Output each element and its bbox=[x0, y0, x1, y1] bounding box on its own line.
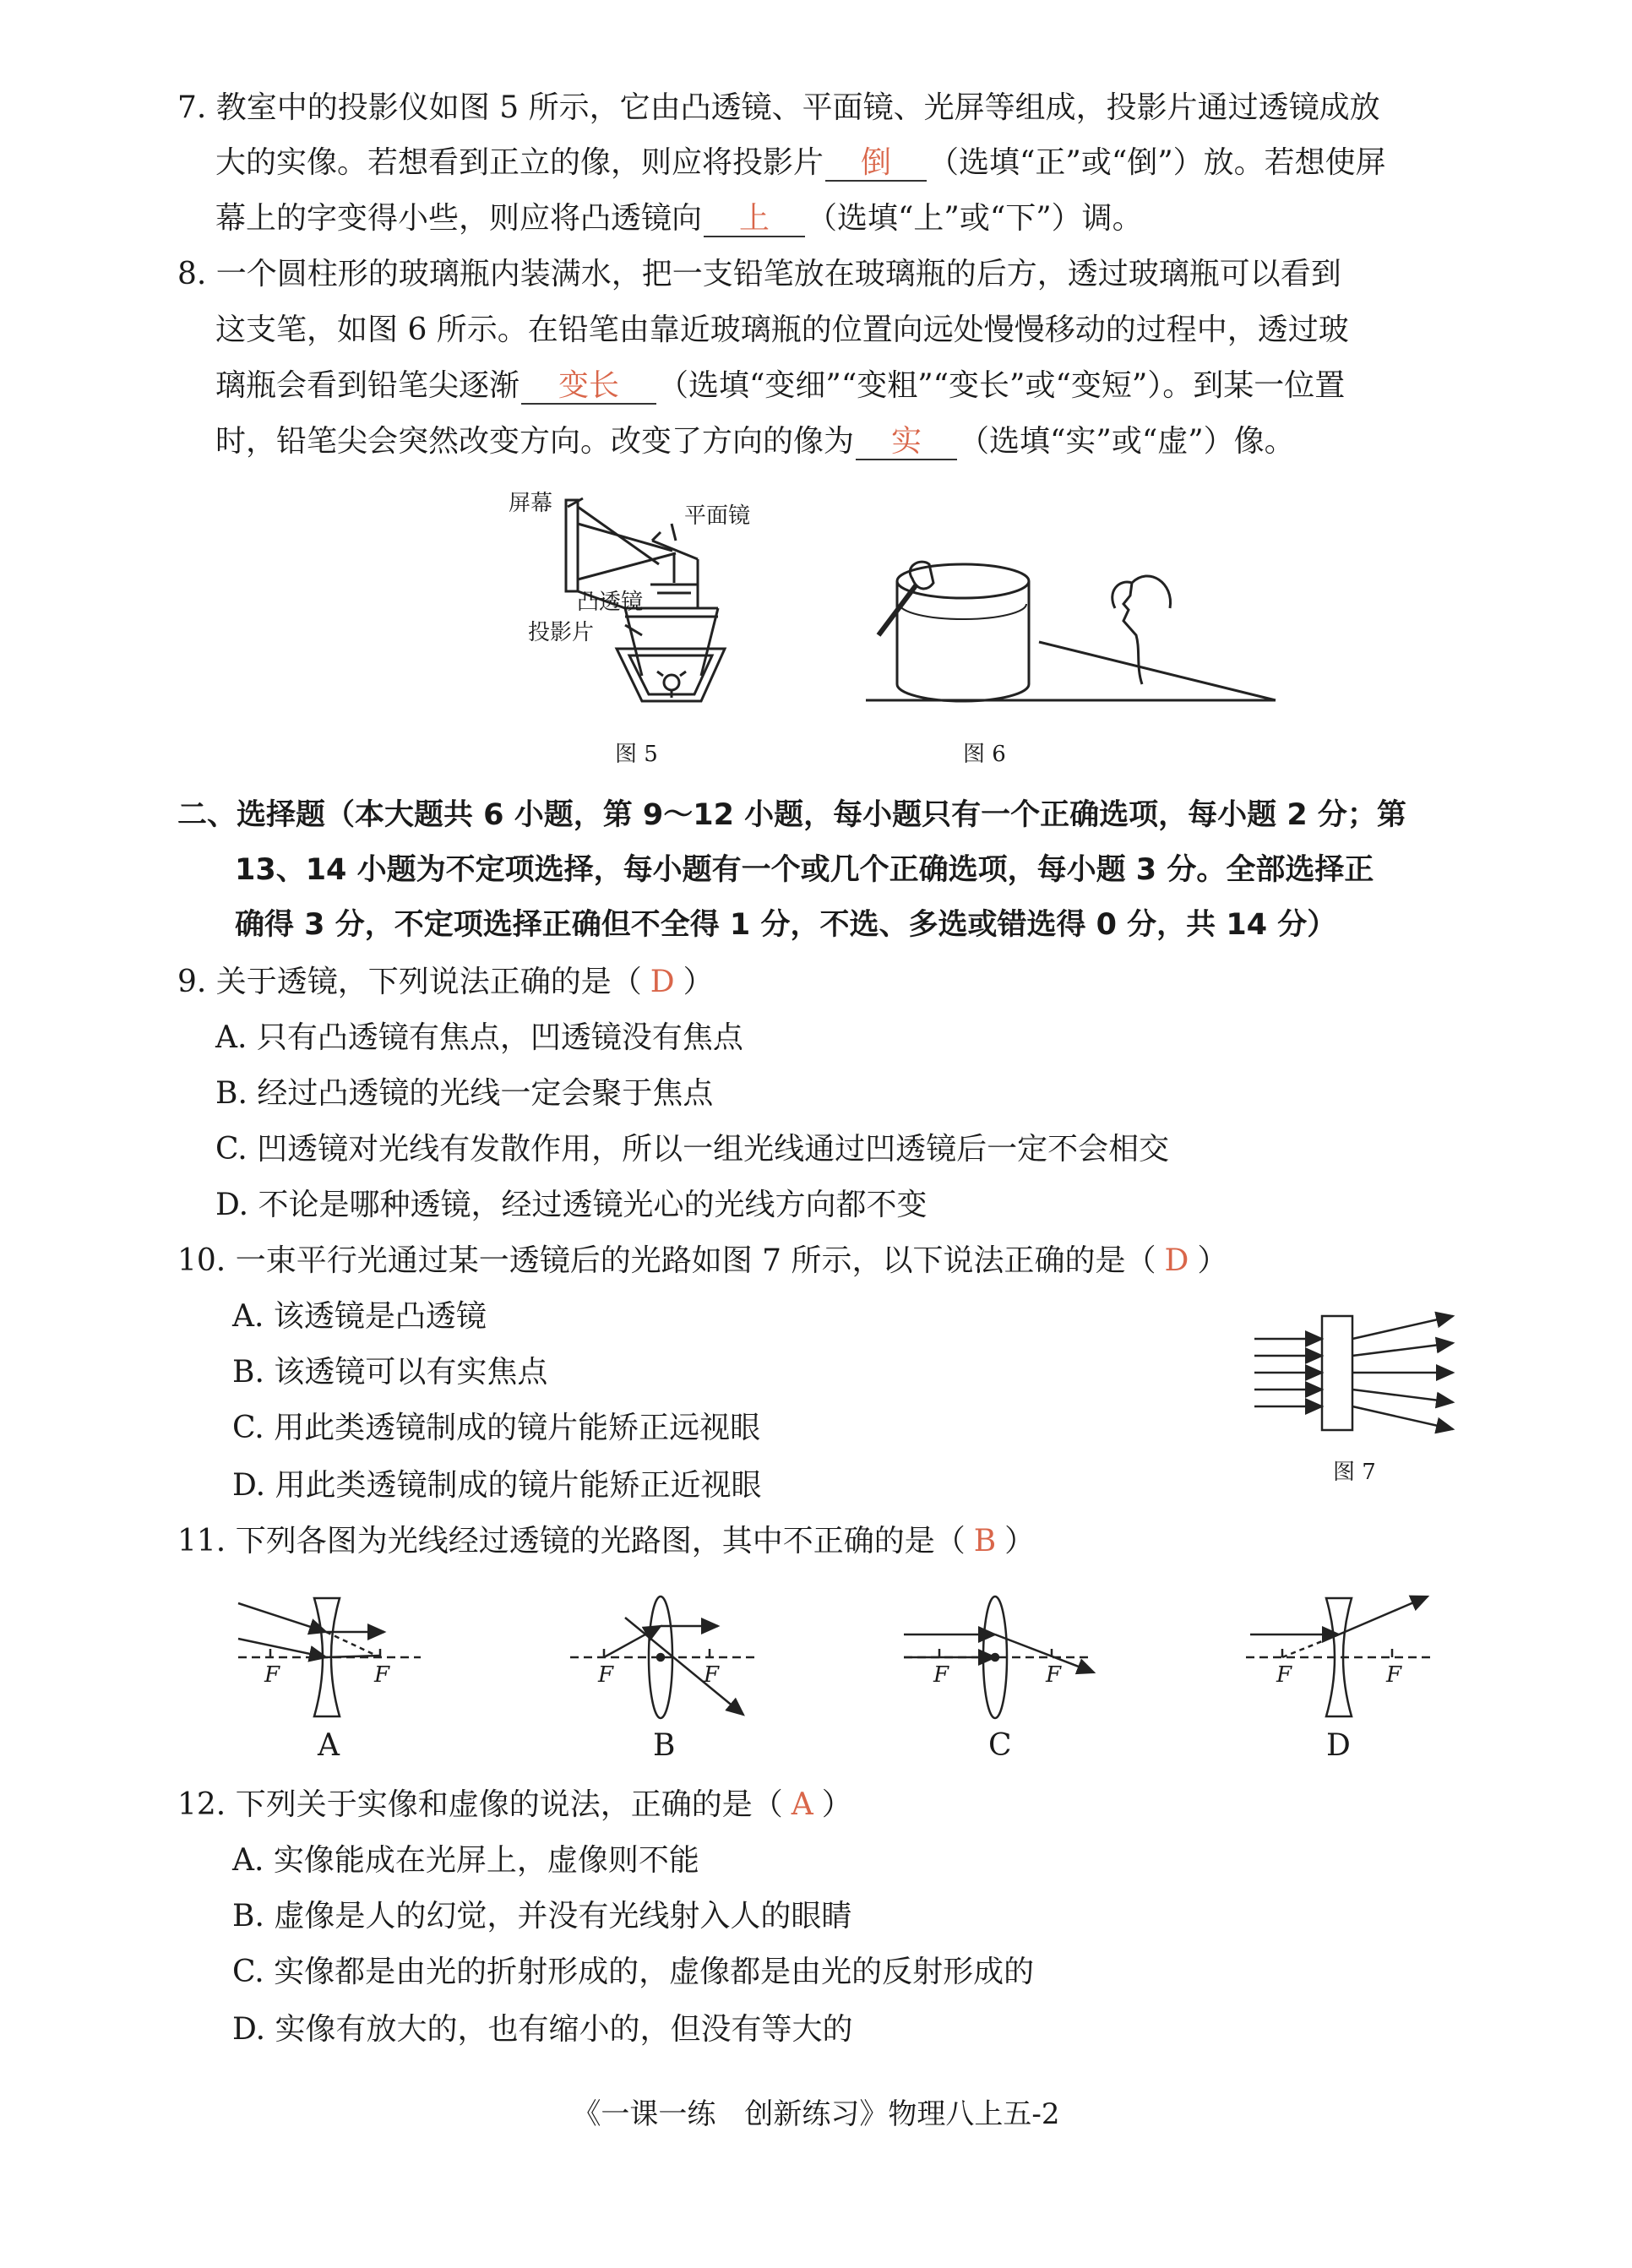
q9-answer: D bbox=[650, 965, 675, 999]
q7-line-1: 7. 教室中的投影仪如图 5 所示，它由凸透镜、平面镜、光屏等组成，投影片通过透镜成放 bbox=[177, 90, 1380, 125]
fig5-label-screen: 屏幕 bbox=[509, 491, 553, 516]
q11-answer: B bbox=[973, 1524, 997, 1558]
q11-focus-b-right: F bbox=[704, 1662, 720, 1688]
q9-close: ） bbox=[683, 965, 714, 999]
q11-focus-a-left: F bbox=[264, 1662, 280, 1688]
q9-option-d: D. 不论是哪种透镜，经过透镜光心的光线方向都不变 bbox=[215, 1188, 928, 1222]
q12-stem-text: 12. 下列关于实像和虚像的说法，正确的是（ bbox=[177, 1787, 783, 1822]
q9-option-c: C. 凹透镜对光线有发散作用，所以一组光线通过凹透镜后一定不会相交 bbox=[215, 1132, 1170, 1167]
q10-option-a: A. 该透镜是凸透镜 bbox=[232, 1299, 487, 1334]
q11-focus-d-left: F bbox=[1276, 1662, 1292, 1688]
q8-text: 璃瓶会看到铅笔尖逐渐 bbox=[215, 368, 520, 403]
q10-option-b: B. 该透镜可以有实焦点 bbox=[232, 1355, 548, 1390]
q7-text: 大的实像。若想看到正立的像，则应将投影片 bbox=[215, 145, 824, 180]
fig5-label-lens: 凸透镜 bbox=[577, 590, 644, 615]
q7-text: （选填“上”或“下”）调。 bbox=[807, 201, 1143, 236]
q8-text: （选填“变细”“变粗”“变长”或“变短”）。到某一位置 bbox=[658, 368, 1346, 403]
q8-text: 时，铅笔尖会突然改变方向。改变了方向的像为 bbox=[215, 424, 855, 459]
section-2-heading-1: 二、选择题（本大题共 6 小题，第 9～12 小题，每小题只有一个正确选项，每小题 2 分；第 bbox=[177, 798, 1406, 832]
q9-option-b: B. 经过凸透镜的光线一定会聚于焦点 bbox=[215, 1076, 714, 1111]
q7-text: （选填“正”或“倒”）放。若想使屏 bbox=[928, 145, 1386, 180]
q12-option-d: D. 实像有放大的，也有缩小的，但没有等大的 bbox=[232, 2012, 853, 2047]
q11-label-d: D bbox=[1326, 1728, 1351, 1763]
q12-close: ） bbox=[821, 1787, 852, 1822]
q11-stem-text: 11. 下列各图为光线经过透镜的光路图，其中不正确的是（ bbox=[177, 1524, 966, 1558]
q8-answer-2: 实 bbox=[856, 425, 957, 460]
q9-stem-text: 9. 关于透镜，下列说法正确的是（ bbox=[177, 965, 642, 999]
q7-text: 幕上的字变得小些，则应将凸透镜向 bbox=[215, 201, 703, 236]
fig7-caption: 图 7 bbox=[1333, 1460, 1376, 1485]
q8-line-1: 8. 一个圆柱形的玻璃瓶内装满水，把一支铅笔放在玻璃瓶的后方，透过玻璃瓶可以看到 bbox=[177, 257, 1341, 291]
section-2-heading-2: 13、14 小题为不定项选择，每小题有一个或几个正确选项，每小题 3 分。全部选择正 bbox=[235, 853, 1374, 887]
q12-stem bbox=[177, 1784, 852, 1826]
q11-focus-c-right: F bbox=[1046, 1662, 1062, 1688]
q11-focus-c-left: F bbox=[933, 1662, 949, 1688]
q8-line-2: 这支笔，如图 6 所示。在铅笔由靠近玻璃瓶的位置向远处慢慢移动的过程中，透过玻 bbox=[215, 313, 1349, 347]
q12-answer: A bbox=[791, 1787, 813, 1822]
fig5-label-mirror: 平面镜 bbox=[684, 503, 751, 529]
q11-label-c: C bbox=[988, 1728, 1012, 1763]
fig5-label-slide: 投影片 bbox=[528, 620, 595, 645]
q12-option-c: C. 实像都是由光的折射形成的，虚像都是由光的反射形成的 bbox=[232, 1955, 1035, 1989]
q11-label-b: B bbox=[653, 1728, 676, 1763]
q10-answer: D bbox=[1164, 1243, 1189, 1278]
fig5-caption: 图 5 bbox=[615, 742, 658, 767]
q7-answer-2: 上 bbox=[704, 202, 805, 237]
q8-answer-1: 变长 bbox=[521, 369, 656, 405]
q11-focus-b-left: F bbox=[598, 1662, 614, 1688]
q11-label-a: A bbox=[318, 1728, 340, 1763]
q7-answer-1: 倒 bbox=[825, 146, 927, 182]
q12-option-a: A. 实像能成在光屏上，虚像则不能 bbox=[232, 1843, 699, 1878]
q12-option-b: B. 虚像是人的幻觉，并没有光线射入人的眼睛 bbox=[232, 1899, 852, 1934]
q10-option-c: C. 用此类透镜制成的镜片能矫正远视眼 bbox=[232, 1411, 761, 1445]
q8-text: （选填“实”或“虚”）像。 bbox=[959, 424, 1295, 459]
q9-option-a: A. 只有凸透镜有焦点，凹透镜没有焦点 bbox=[215, 1020, 743, 1055]
page-footer: 《一课一练 创新练习》物理八上五-2 bbox=[572, 2097, 1060, 2131]
q10-stem-text: 10. 一束平行光通过某一透镜后的光路如图 7 所示，以下说法正确的是（ bbox=[177, 1243, 1156, 1278]
q10-option-d: D. 用此类透镜制成的镜片能矫正近视眼 bbox=[232, 1468, 762, 1503]
q10-close: ） bbox=[1197, 1243, 1228, 1278]
q11-focus-a-right: F bbox=[374, 1662, 390, 1688]
fig6-caption: 图 6 bbox=[963, 742, 1006, 767]
section-2-heading-3: 确得 3 分，不定项选择正确但不全得 1 分，不选、多选或错选得 0 分，共 14 分） bbox=[235, 908, 1337, 942]
q11-focus-d-right: F bbox=[1386, 1662, 1402, 1688]
q11-close: ） bbox=[1004, 1524, 1036, 1558]
